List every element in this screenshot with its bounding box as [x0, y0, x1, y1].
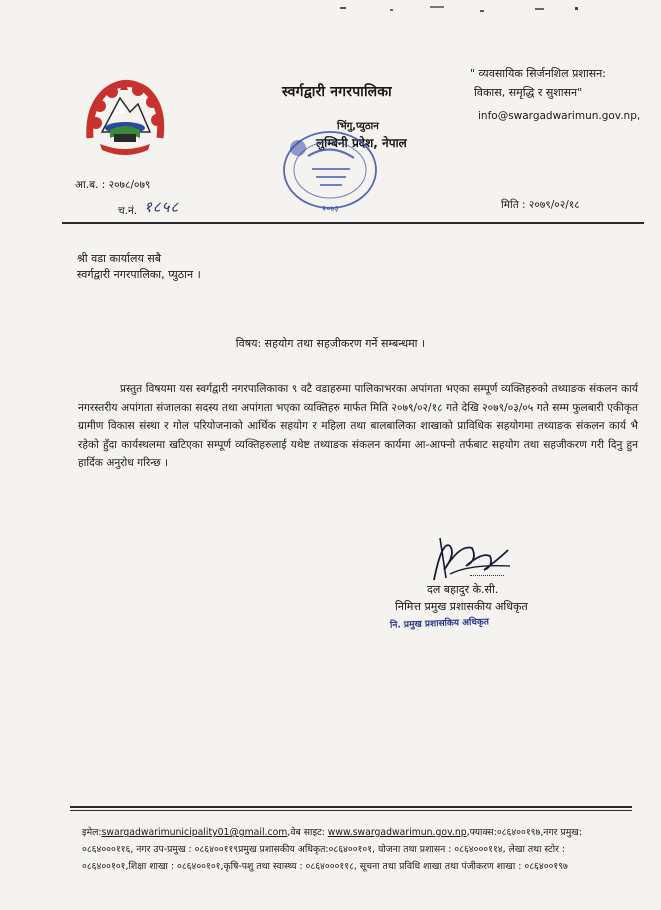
- org-place: भिंगु,प्युठान: [337, 121, 379, 132]
- signatory-name: दल बहादुर के.सी.: [427, 583, 499, 596]
- role-stamp: नि. प्रमुख प्रशासकिय अधिकृत: [389, 617, 490, 631]
- signatory-title: निमित्त प्रमुख प्रशासकीय अधिकृत: [395, 600, 528, 613]
- scan-speckle: [330, 3, 590, 15]
- letter-date: मिति : २०७९/०२/१८: [501, 199, 580, 211]
- contact-email: info@swargadwarimun.gov.np,: [478, 110, 641, 122]
- slogan-line-1: " व्यवसायिक सिर्जनशिल प्रशासन:: [470, 67, 606, 80]
- body-paragraph: प्रस्तुत विषयमा यस स्वर्गद्वारी नगरपालिकाका ९ वटै वडाहरुमा पालिकाभरका अपांगता भएका सम्पूर्ण व्यक्तिहरुको तथ्याङक संकलन कार्य नगरस्तरीय अपांगता संजालका सदस्य तथा अपांगता भएका व्यक्तिहरु मार्फत मिति २०७९/०२/१८ गते देखि २०७९/०३/०५ गते सम्म फुलबारी एकीकृत ग्रामीण विकास संस्था र गोल परियोजनाको आर्थिक सहयोग र महिला तथा बालबालिका शाखाको प्राविधिक सहयोगमा तथ्याङक संकलन कार्य भै रहेको हुँदा कार्यस्थलमा खटिएका सम्पूर्ण व्यक्तिहरुलाई यथेष्ट तथ्याङक संकलन कार्यमा आ-आफ्नो तर्फबाट सहयोग तथा सहजीकरण गरी दिनु हुन हार्दिक अनुरोध गरिन्छ ।: [78, 383, 638, 469]
- letter-body: [78, 380, 638, 473]
- footer-line-2: ०८६४०००११६, नगर उप-प्रमुख : ०८६४००११९प्रमुख प्रशासकीय अधिकृत:०८६४००१०१, योजना तथा प्रशासन : ०८६४०००११४, लेखा तथा स्टोर :: [82, 844, 566, 855]
- reference-label: च.नं.: [118, 205, 138, 217]
- recipient-line-2: स्वर्गद्वारी नगरपालिका, प्युठान ।: [77, 268, 201, 281]
- reference-number: १८५८: [144, 198, 180, 216]
- footer-email-prefix: इमेल:: [82, 827, 102, 838]
- slogan-line-2: विकास, समृद्धि र सुशासन": [474, 86, 583, 99]
- footer-website-link[interactable]: www.swargadwarimun.gov.np: [327, 827, 467, 838]
- footer-line-3: ०८६४००१०१,शिक्षा शाखा : ०८६४००१०१,कृषि-पशु तथा स्वास्थ्य : ०८६४०००११८, सूचना तथा प्रविधि शाखा तथा पंजीकरण शाखा : ०८६४००१९७: [82, 861, 568, 872]
- seal-year: २०७३: [322, 204, 339, 213]
- header-divider: [62, 222, 644, 224]
- fiscal-year: आ.ब. : २०७८/०७९: [75, 179, 151, 191]
- org-state: लुम्बिनी प्रदेश, नेपाल: [316, 136, 407, 150]
- footer-line-1: [82, 825, 582, 838]
- signature-dotted-line: [470, 575, 504, 576]
- footer-divider-thin: [70, 810, 632, 811]
- footer-email-link[interactable]: swargadwarimunicipality01@gmail.com: [101, 827, 288, 838]
- subject-line: विषय: सहयोग तथा सहजीकरण गर्ने सम्बन्धमा ।: [235, 337, 426, 350]
- recipient-line-1: श्री वडा कार्यालय सबै: [77, 252, 162, 265]
- signature-icon: [420, 530, 530, 586]
- org-name: स्वर्गद्वारी नगरपालिका: [282, 84, 392, 100]
- nepal-emblem-icon: [80, 68, 170, 168]
- footer-website-prefix: ,वेब साइट:: [287, 827, 328, 838]
- footer-divider: [70, 806, 632, 808]
- footer-line-1-rest: ,फ्याक्स:०८६४००१९७,नगर प्रमुख:: [466, 827, 583, 838]
